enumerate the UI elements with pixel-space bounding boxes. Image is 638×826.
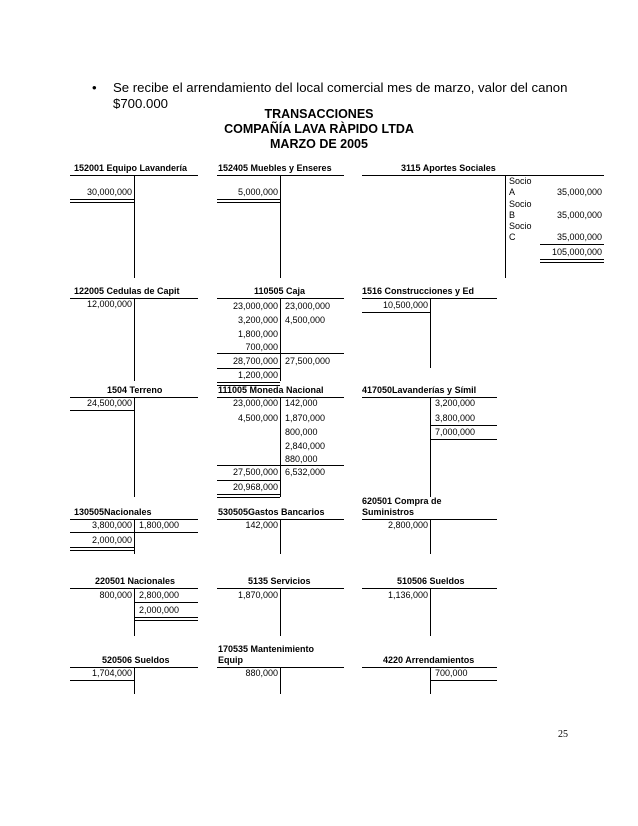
account-divider — [280, 298, 281, 381]
debit-total: 28,700,000 — [232, 356, 278, 366]
account-rule — [362, 175, 604, 176]
debit-value: 880,000 — [245, 668, 278, 678]
account-title-line1: 170535 Mantenimiento — [218, 644, 315, 654]
account-double-rule — [70, 547, 134, 551]
account-title: 152405 Muebles y Enseres — [218, 163, 332, 173]
debit-value: 23,000,000 — [232, 398, 278, 408]
credit-value: 4,500,000 — [285, 315, 326, 325]
credit-total: 105,000,000 — [551, 247, 602, 257]
credit-value: 880,000 — [285, 454, 318, 464]
credit-value: 1,800,000 — [139, 520, 180, 530]
account-title: 530505Gastos Bancarios — [218, 507, 325, 517]
debit-value: 4,500,000 — [237, 413, 278, 423]
account-title: 122005 Cedulas de Capit — [74, 286, 180, 296]
debit-value: 30,000,000 — [86, 187, 132, 197]
account-rule — [430, 425, 497, 426]
partner-letter: A — [509, 187, 516, 197]
account-rule — [362, 312, 430, 313]
credit-total: 6,532,000 — [285, 467, 326, 477]
credit-value: 35,000,000 — [556, 232, 602, 242]
account-title-line2: Suministros — [362, 507, 415, 517]
account-divider — [430, 298, 431, 368]
credit-value: 2,800,000 — [139, 590, 180, 600]
account-divider — [280, 519, 281, 554]
account-double-rule — [540, 259, 604, 263]
account-rule — [430, 680, 497, 681]
account-divider — [280, 397, 281, 497]
debit-total: 27,500,000 — [232, 467, 278, 477]
credit-value: 1,870,000 — [285, 413, 326, 423]
heading-date: MARZO DE 2005 — [270, 137, 368, 151]
account-rule — [70, 532, 198, 533]
debit-value: 800,000 — [99, 590, 132, 600]
account-rule — [70, 680, 134, 681]
credit-total: 7,000,000 — [435, 427, 476, 437]
partner-letter: C — [509, 232, 516, 242]
account-divider — [430, 397, 431, 497]
account-title: 510506 Sueldos — [397, 576, 465, 586]
debit-value: 3,200,000 — [237, 315, 278, 325]
credit-value: 700,000 — [435, 668, 468, 678]
account-rule — [430, 439, 497, 440]
partner-label: Socio — [509, 176, 532, 186]
account-divider — [280, 667, 281, 694]
credit-value: 800,000 — [285, 427, 318, 437]
heading-transacciones: TRANSACCIONES — [264, 107, 374, 121]
credit-value: 3,200,000 — [435, 398, 476, 408]
account-title: 1504 Terreno — [107, 385, 163, 395]
credit-value: 35,000,000 — [556, 210, 602, 220]
intro-bullet: • — [92, 80, 97, 95]
credit-value: 2,840,000 — [285, 441, 326, 451]
credit-value: 3,800,000 — [435, 413, 476, 423]
heading-company: COMPAÑÍA LAVA RÀPIDO LTDA — [224, 122, 414, 136]
debit-value: 700,000 — [245, 342, 278, 352]
account-title: 417050Lavanderías y Símil — [362, 385, 477, 395]
account-title: 4220 Arrendamientos — [383, 655, 475, 665]
account-divider — [505, 175, 506, 278]
partner-letter: B — [509, 210, 516, 220]
debit-value: 142,000 — [245, 520, 278, 530]
debit-value: 3,800,000 — [91, 520, 132, 530]
account-divider — [134, 175, 135, 278]
balance-value: 1,200,000 — [237, 370, 278, 380]
account-title: 111005 Moneda Nacional — [218, 385, 324, 395]
account-divider — [430, 588, 431, 636]
partner-label: Socio — [509, 199, 532, 209]
account-title: 1516 Construcciones y Ed — [362, 286, 475, 296]
account-double-rule — [217, 494, 280, 498]
debit-value: 24,500,000 — [86, 398, 132, 408]
intro-text-line2: $700.000 — [113, 96, 169, 111]
debit-value: 1,136,000 — [387, 590, 428, 600]
partner-label: Socio — [509, 221, 532, 231]
account-divider — [134, 667, 135, 694]
debit-value: 2,800,000 — [387, 520, 428, 530]
debit-value: 1,870,000 — [237, 590, 278, 600]
credit-value: 142,000 — [285, 398, 318, 408]
credit-total: 27,500,000 — [285, 356, 331, 366]
account-divider — [430, 519, 431, 554]
account-double-rule — [134, 617, 198, 621]
credit-value: 23,000,000 — [285, 301, 331, 311]
debit-value: 1,704,000 — [91, 668, 132, 678]
debit-value: 23,000,000 — [232, 301, 278, 311]
debit-value: 1,800,000 — [237, 329, 278, 339]
account-rule — [217, 465, 344, 466]
intro-text-line1: Se recibe el arrendamiento del local comercial mes de marzo, valor del canon — [113, 80, 568, 95]
account-rule — [540, 244, 604, 245]
account-title-line1: 620501 Compra de — [362, 496, 442, 506]
debit-value: 5,000,000 — [237, 187, 278, 197]
account-title: 110505 Caja — [254, 286, 306, 296]
account-title-line2: Equip — [218, 655, 243, 665]
account-title: 130505Nacionales — [74, 507, 152, 517]
balance-value: 20,968,000 — [232, 482, 278, 492]
account-divider — [134, 397, 135, 497]
account-double-rule — [217, 199, 280, 203]
account-title: 152001 Equipo Lavandería — [74, 163, 188, 173]
debit-value: 10,500,000 — [382, 300, 428, 310]
balance-value: 2,000,000 — [139, 605, 180, 615]
account-rule — [217, 480, 280, 481]
account-divider — [280, 588, 281, 636]
debit-value: 12,000,000 — [86, 299, 132, 309]
account-rule — [134, 602, 198, 603]
account-title: 220501 Nacionales — [95, 576, 176, 586]
account-title: 3115 Aportes Sociales — [401, 163, 496, 173]
account-double-rule — [70, 199, 134, 203]
account-title: 520506 Sueldos — [102, 655, 170, 665]
credit-value: 35,000,000 — [556, 187, 602, 197]
page-number: 25 — [558, 729, 568, 740]
account-rule — [70, 410, 134, 411]
account-divider — [134, 588, 135, 636]
balance-value: 2,000,000 — [91, 535, 132, 545]
account-divider — [134, 519, 135, 554]
account-divider — [134, 298, 135, 381]
account-divider — [280, 175, 281, 278]
account-title: 5135 Servicios — [248, 576, 311, 586]
account-rule — [217, 368, 280, 369]
account-rule — [217, 353, 344, 354]
